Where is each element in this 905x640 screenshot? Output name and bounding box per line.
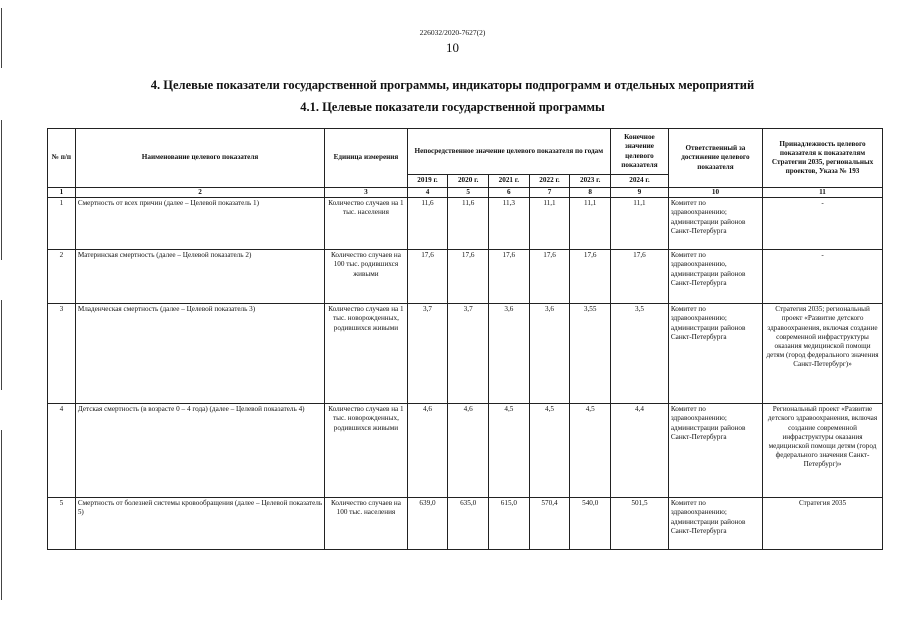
row-value-2022: 570,4 bbox=[529, 498, 570, 550]
row-value-2021: 4,5 bbox=[489, 404, 530, 498]
row-num: 1 bbox=[48, 198, 76, 250]
row-name: Смертность от болезней системы кровообращения (далее – Целевой показатель 5) bbox=[75, 498, 324, 550]
row-value-2023: 11,1 bbox=[570, 198, 611, 250]
col-number: 9 bbox=[611, 188, 669, 198]
row-belonging: Региональный проект «Развитие детского здравоохранения, включая создание современной инфраструктуры оказания медицинской помощи детям (город федерального значения Санкт-Петербург)» bbox=[763, 404, 883, 498]
header-belonging: Принадлежность целевого показателя к показателям Стратегии 2035, региональных проектов, Указа № 193 bbox=[763, 129, 883, 188]
row-belonging: - bbox=[763, 250, 883, 304]
row-value-2019: 3,7 bbox=[407, 304, 448, 404]
row-num: 2 bbox=[48, 250, 76, 304]
header-year: 2022 г. bbox=[529, 175, 570, 188]
table-row bbox=[48, 250, 883, 304]
row-value-2019: 639,0 bbox=[407, 498, 448, 550]
row-value-2020: 3,7 bbox=[448, 304, 489, 404]
row-value-2021: 3,6 bbox=[489, 304, 530, 404]
header-responsible: Ответственный за достижение целевого показателя bbox=[668, 129, 762, 188]
row-value-2023: 17,6 bbox=[570, 250, 611, 304]
row-value-2024: 11,1 bbox=[611, 198, 669, 250]
table-row bbox=[48, 404, 883, 498]
row-value-2024: 501,5 bbox=[611, 498, 669, 550]
col-number: 7 bbox=[529, 188, 570, 198]
subsection-title: 4.1. Целевые показатели государственной программы bbox=[300, 100, 605, 114]
header-name: Наименование целевого показателя bbox=[75, 129, 324, 188]
col-number: 3 bbox=[325, 188, 407, 198]
header-num: № п/п bbox=[48, 129, 76, 188]
row-value-2019: 11,6 bbox=[407, 198, 448, 250]
col-number: 10 bbox=[668, 188, 762, 198]
header-year: 2020 г. bbox=[448, 175, 489, 188]
row-unit: Количество случаев на 1 тыс. новорожденных, родившихся живыми bbox=[325, 404, 407, 498]
header-direct-values: Непосредственное значение целевого показателя по годам bbox=[407, 129, 610, 175]
row-value-2020: 635,0 bbox=[448, 498, 489, 550]
row-unit: Количество случаев на 100 тыс. родившихся живыми bbox=[325, 250, 407, 304]
table-row bbox=[48, 498, 883, 550]
header-year: 2021 г. bbox=[489, 175, 530, 188]
row-value-2022: 4,5 bbox=[529, 404, 570, 498]
row-responsible: Комитет по здравоохранению; администрации районов Санкт-Петербурга bbox=[668, 198, 762, 250]
col-number: 1 bbox=[48, 188, 76, 198]
row-value-2020: 17,6 bbox=[448, 250, 489, 304]
header-final-value: Конечное значение целевого показателя bbox=[611, 129, 669, 175]
col-number: 5 bbox=[448, 188, 489, 198]
row-value-2020: 4,6 bbox=[448, 404, 489, 498]
row-name: Смертность от всех причин (далее – Целевой показатель 1) bbox=[75, 198, 324, 250]
row-value-2024: 4,4 bbox=[611, 404, 669, 498]
row-responsible: Комитет по здравоохранению; администрации районов Санкт-Петербурга bbox=[668, 304, 762, 404]
row-num: 5 bbox=[48, 498, 76, 550]
row-unit: Количество случаев на 1 тыс. населения bbox=[325, 198, 407, 250]
row-value-2021: 17,6 bbox=[489, 250, 530, 304]
table-row bbox=[48, 198, 883, 250]
row-name: Материнская смертность (далее – Целевой показатель 2) bbox=[75, 250, 324, 304]
row-num: 4 bbox=[48, 404, 76, 498]
scan-edge-marks bbox=[0, 0, 3, 640]
row-value-2022: 11,1 bbox=[529, 198, 570, 250]
row-value-2024: 3,5 bbox=[611, 304, 669, 404]
col-number: 11 bbox=[763, 188, 883, 198]
row-name: Младенческая смертность (далее – Целевой показатель 3) bbox=[75, 304, 324, 404]
row-value-2022: 3,6 bbox=[529, 304, 570, 404]
col-number: 6 bbox=[489, 188, 530, 198]
row-name: Детская смертность (в возрасте 0 – 4 года) (далее – Целевой показатель 4) bbox=[75, 404, 324, 498]
row-value-2022: 17,6 bbox=[529, 250, 570, 304]
row-responsible: Комитет по здравоохранению, администрации районов Санкт-Петербурга bbox=[668, 250, 762, 304]
row-belonging: Стратегия 2035; региональный проект «Развитие детского здравоохранения, включая создание современной инфраструктуры оказания медицинской помощи детям (город федерального значения Санкт-Петербург)» bbox=[763, 304, 883, 404]
row-value-2021: 11,3 bbox=[489, 198, 530, 250]
row-value-2019: 17,6 bbox=[407, 250, 448, 304]
section-title: 4. Целевые показатели государственной программы, индикаторы подпрограмм и отдельных мероприятий bbox=[150, 78, 755, 92]
row-num: 3 bbox=[48, 304, 76, 404]
col-number: 2 bbox=[75, 188, 324, 198]
page-number: 10 bbox=[446, 40, 459, 55]
indicators-table bbox=[47, 128, 883, 550]
row-value-2023: 3,55 bbox=[570, 304, 611, 404]
row-value-2020: 11,6 bbox=[448, 198, 489, 250]
row-value-2023: 540,0 bbox=[570, 498, 611, 550]
column-number-row bbox=[48, 188, 883, 198]
row-unit: Количество случаев на 100 тыс. населения bbox=[325, 498, 407, 550]
header-year: 2023 г. bbox=[570, 175, 611, 188]
header-year: 2019 г. bbox=[407, 175, 448, 188]
row-responsible: Комитет по здравоохранению; администрации районов Санкт-Петербурга bbox=[668, 498, 762, 550]
header-final-year: 2024 г. bbox=[611, 175, 669, 188]
row-unit: Количество случаев на 1 тыс. новорожденных, родившихся живыми bbox=[325, 304, 407, 404]
col-number: 4 bbox=[407, 188, 448, 198]
row-value-2023: 4,5 bbox=[570, 404, 611, 498]
row-belonging: - bbox=[763, 198, 883, 250]
row-responsible: Комитет по здравоохранению; администрации районов Санкт-Петербурга bbox=[668, 404, 762, 498]
row-value-2021: 615,0 bbox=[489, 498, 530, 550]
row-belonging: Стратегия 2035 bbox=[763, 498, 883, 550]
col-number: 8 bbox=[570, 188, 611, 198]
table-row bbox=[48, 304, 883, 404]
header-unit: Единица измерения bbox=[325, 129, 407, 188]
row-value-2019: 4,6 bbox=[407, 404, 448, 498]
document-number: 226032/2020-7627(2) bbox=[419, 28, 486, 37]
row-value-2024: 17,6 bbox=[611, 250, 669, 304]
